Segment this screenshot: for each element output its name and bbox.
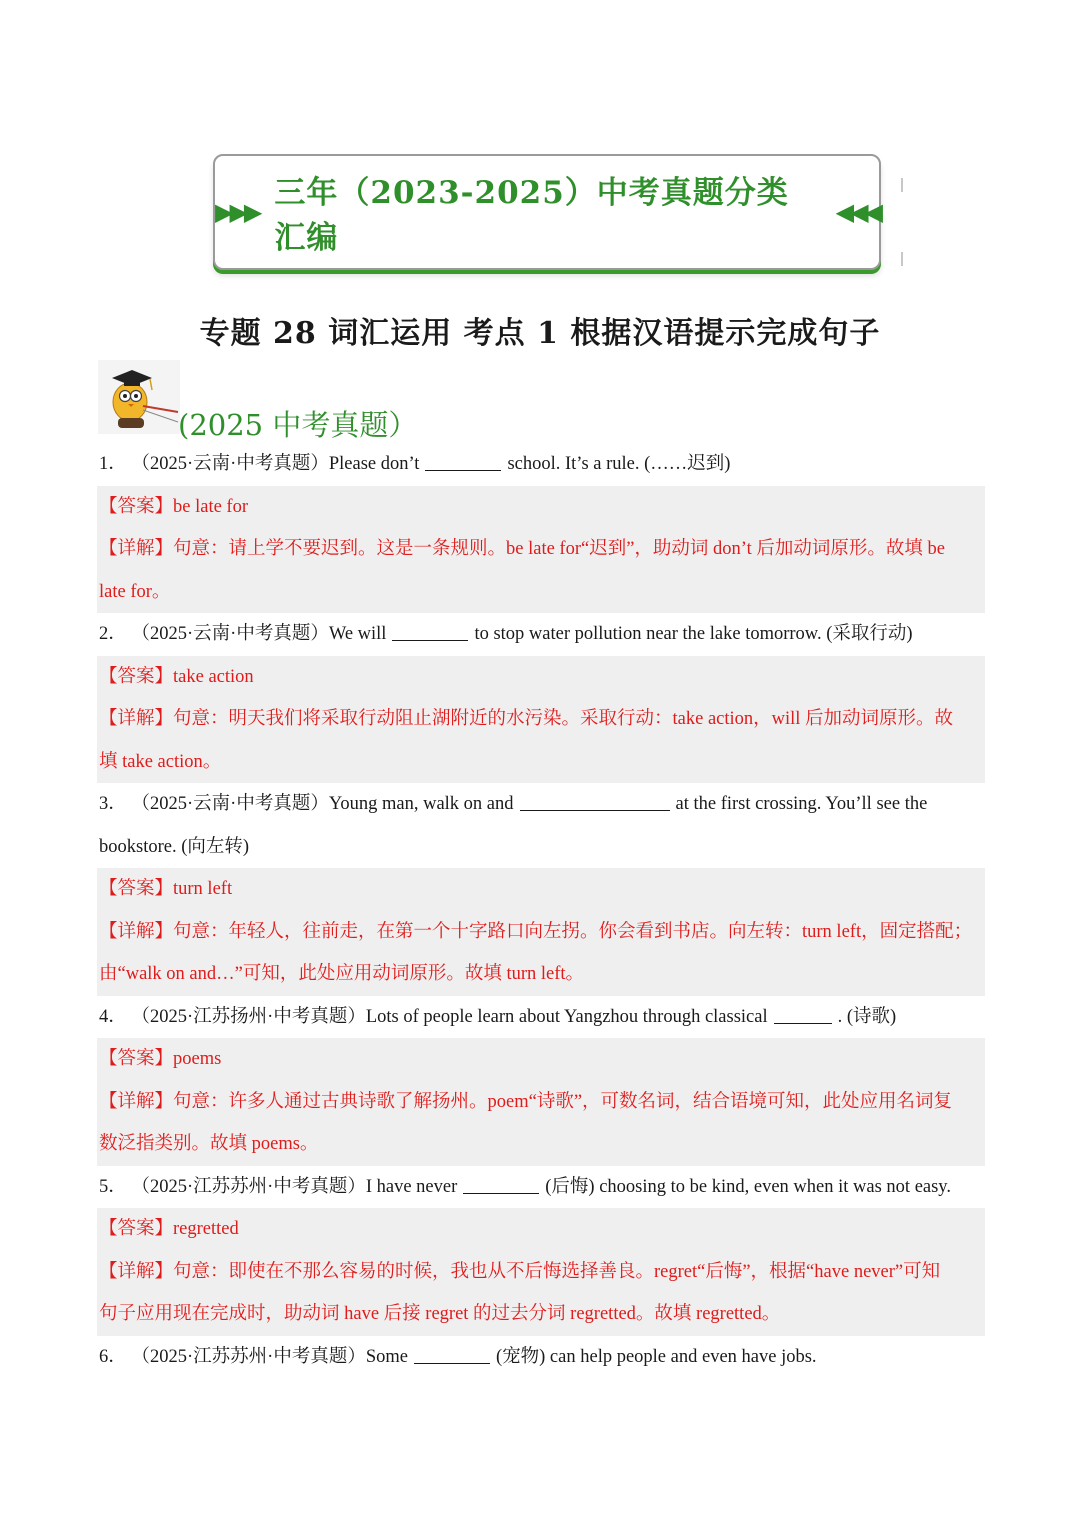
explanation-line: 句子应用现在完成时，助动词 have 后接 regret 的过去分词 regretted。故填 regretted。 [99, 1304, 781, 1324]
title-banner [213, 154, 881, 270]
section-label: (2025 中考真题） [178, 408, 418, 442]
decor-tick [901, 252, 903, 266]
explanation-line: 【详解】句意：即使在不那么容易的时候，我也从不后悔选择善良。regret“后悔”，根据“have never”可知 [99, 1261, 941, 1282]
explanation-line: late for。 [99, 581, 171, 602]
explanation-line: 【详解】句意：明天我们将采取行动阻止湖附近的水污染。采取行动：take action，will 后加动词原形。故 [99, 709, 954, 729]
answer-line: 【答案】be late for [99, 496, 248, 517]
answer-line: 【答案】regretted [99, 1219, 239, 1239]
arrow-left-icon: ◀◀◀ [835, 198, 879, 226]
decor-tick [901, 178, 903, 192]
question-stem: 2． （2025·云南·中考真题）We will to stop water pollution near the lake tomorrow. (采取行动) [99, 624, 913, 644]
arrow-right-icon: ▶▶▶ [215, 198, 259, 226]
answer-line: 【答案】turn left [99, 879, 233, 899]
answer-line: 【答案】take action [99, 666, 254, 687]
answer-blank [392, 622, 468, 641]
banner-title: 三年（2023-2025）中考真题分类汇编 [274, 175, 789, 256]
explanation-line: 【详解】句意：年轻人，往前走，在第一个十字路口向左拐。你会看到书店。向左转：turn left，固定搭配； [99, 921, 973, 942]
question-stem: 1． （2025·云南·中考真题）Please don’t school. It’s a rule. (……迟到) [99, 454, 731, 474]
question-stem: 5． （2025·江苏苏州·中考真题）I have never (后悔) choosing to be kind, even when it was not easy. [99, 1176, 951, 1197]
explanation-line: 【详解】句意：请上学不要迟到。这是一条规则。be late for“迟到”，助动词 don’t 后加动词原形。故填 be [99, 539, 945, 559]
answer-blank [425, 452, 501, 471]
answer-blank [463, 1175, 539, 1194]
question-stem-continued: bookstore. (向左转) [99, 836, 250, 857]
answer-blank [774, 1005, 832, 1024]
owl-teacher-icon [98, 360, 180, 434]
question-stem: 6． （2025·江苏苏州·中考真题）Some (宠物) can help people and even have jobs. [99, 1346, 817, 1367]
answer-line: 【答案】poems [99, 1049, 222, 1069]
answer-blank [520, 792, 670, 811]
explanation-line: 填 take action。 [99, 751, 222, 772]
answer-blank [414, 1345, 490, 1364]
topic-title: 专题 28 词汇运用 考点 1 根据汉语提示完成句子 [199, 316, 881, 351]
question-stem: 3． （2025·云南·中考真题）Young man, walk on and at the first crossing. You’ll see the [99, 794, 928, 814]
question-list [97, 443, 985, 1378]
explanation-line: 由“walk on and…”可知，此处应用动词原形。故填 turn left。 [99, 964, 585, 984]
explanation-line: 数泛指类别。故填 poems。 [99, 1134, 319, 1154]
question-stem: 4． （2025·江苏扬州·中考真题）Lots of people learn about Yangzhou through classical . (诗歌) [99, 1006, 897, 1027]
explanation-line: 【详解】句意：许多人通过古典诗歌了解扬州。poem“诗歌”，可数名词，结合语境可知，此处应用名词复 [99, 1091, 953, 1112]
